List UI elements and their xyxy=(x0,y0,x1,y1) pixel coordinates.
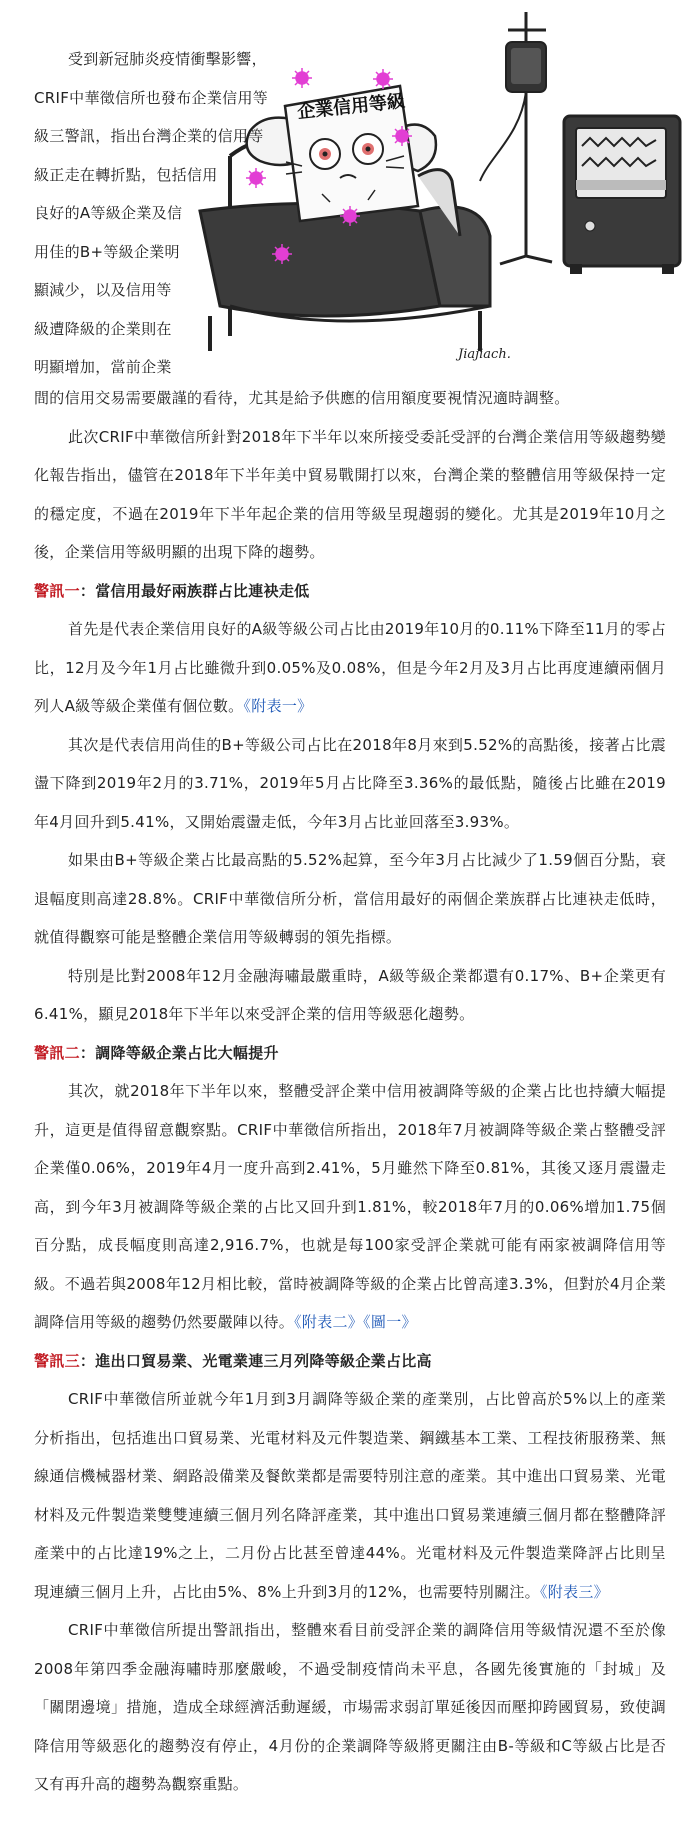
paragraph: CRIF中華徵信所提出警訊指出，整體來看目前受評企業的調降信用等級情況還不至於像2008年第四季金融海嘯時那麼嚴峻，不過受制疫情尚未平息，各國先後實施的「封城」及「關閉邊境」措施，造成全球經濟活動遲緩，市場需求弱訂單延後因而壓抑跨國貿易，致使調降信用等級惡化的趨勢沒有停止，4月份的企業調降等級將更關注由B-等級和C等級占比是否又有再升高的趨勢為觀察重點。 xyxy=(34,1621,666,1793)
paragraph: 其次，就2018年下半年以來，整體受評企業中信用被調降等級的企業占比也持續大幅提升，這更是值得留意觀察點。CRIF中華徵信所指出，2018年7月被調降等級企業占整體受評企業僅0.06%，2019年4月一度升高到2.41%，5月雖然下降至0.81%，其後又逐月震盪走高，到今年3月被調降等級企業的占比又回升到1.81%，較2018年7月的0.06%增加1.75個百分點，成長幅度則高達2,916.7%，也就是每100家受評企業就可能有兩家被調降信用等級。不過若與2008年12月相比較，當時被調降等級的企業占比曾高達3.3%，但對於4月企業調降信用等級的趨勢仍然要嚴陣以待。《附表二》《圖一》 xyxy=(34,1082,666,1331)
intro-line: 級正走在轉折點，包括信用 xyxy=(34,165,218,184)
appendix-table-2-figure-1-link[interactable]: 《附表二》《圖一》 xyxy=(294,1313,417,1331)
warning-title: 調降等級企業占比大幅提升 xyxy=(95,1043,279,1062)
appendix-table-3-link[interactable]: 《附表三》 xyxy=(539,1582,609,1601)
article-body xyxy=(34,379,666,1804)
warning-title: 當信用最好兩族群占比連袂走低 xyxy=(95,581,310,600)
intro-line: 級三警訊，指出台灣企業的信用等 xyxy=(34,127,264,145)
document-sign-text: 企業信用等級 xyxy=(296,90,406,123)
intro-line: 級遭降級的企業則在 xyxy=(34,319,172,338)
warning-heading-2: 警訊二：調降等級企業占比大幅提升 xyxy=(34,1043,279,1062)
credit-rating-document xyxy=(285,86,418,221)
warning-tag: 警訊二 xyxy=(34,1043,80,1062)
warning-heading-1: 警訊一：當信用最好兩族群占比連袂走低 xyxy=(34,581,310,600)
paragraph: CRIF中華徵信所並就今年1月到3月調降等級企業的產業別，占比曾高於5%以上的產業分析指出，包括進出口貿易業、光電材料及元件製造業、鋼鐵基本工業、工程技術服務業、無線通信機械器材業、網路設備業及餐飲業都是需要特別注意的產業。其中進出口貿易業、光電材料及元件製造業雙雙連續三個月列名降評產業，其中進出口貿易業連續三個月都在整體降評產業中的占比達19%之上，二月份占比甚至曾達44%。光電材料及元件製造業降評占比則呈現連續三個月上升，占比由5%、8%上升到3月的12%，也需要特別關注。《附表三》 xyxy=(34,1390,666,1601)
appendix-table-1-link[interactable]: 《附表一》 xyxy=(243,697,313,715)
warning-tag: 警訊一 xyxy=(34,581,80,600)
intro-tail: 間的信用交易需要嚴謹的看待，尤其是給予供應的信用額度要視情況適時調整。 xyxy=(34,389,570,407)
paragraph: 其次是代表信用尚佳的B+等級公司占比在2018年8月來到5.52%的高點後，接著占比震盪下降到2019年2月的3.71%，2019年5月占比降至3.36%的最低點，隨後占比雖在2019年4月回升到5.41%，又開始震盪走低，今年3月占比並回落至3.93%。 xyxy=(34,735,666,831)
warning-title: 進出口貿易業、光電業連三月列降等級企業占比高 xyxy=(95,1351,432,1370)
illustrator-signature: Jiajiach. xyxy=(458,347,511,362)
intro-line: 受到新冠肺炎疫情衝擊影響， xyxy=(68,50,267,68)
paragraph: 特別是比對2008年12月金融海嘯最嚴重時，A級等級企業都還有0.17%、B+企業更有6.41%，顯見2018年下半年以來受評企業的信用等級惡化趨勢。 xyxy=(34,966,666,1023)
intro-text xyxy=(34,40,294,387)
paragraph: 首先是代表企業信用良好的A級等級公司占比由2019年10月的0.11%下降至11月的零占比，12月及今年1月占比雖微升到0.05%及0.08%，但是今年2月及3月占比再度連續兩個月列人A級等級企業僅有個位數。《附表一》 xyxy=(34,620,666,715)
iv-bag xyxy=(480,42,546,181)
intro-line: CRIF中華徵信所也發布企業信用等 xyxy=(34,88,269,107)
medical-monitor xyxy=(564,116,680,274)
paragraph-overview: 此次CRIF中華徵信所針對2018年下半年以來所接受委託受評的台灣企業信用等級趨勢變化報告指出，儘管在2018年下半年美中貿易戰開打以來，台灣企業的整體信用等級保持一定的穩定度，不過在2019年下半年起企業的信用等級呈現趨弱的變化。尤其是2019年10月之後，企業信用等級明顯的出現下降的趨勢。 xyxy=(34,427,666,561)
warning-tag: 警訊三 xyxy=(34,1351,80,1370)
paragraph: 如果由B+等級企業占比最高點的5.52%起算，至今年3月占比減少了1.59個百分點，衰退幅度則高達28.8%。CRIF中華徵信所分析，當信用最好的兩個企業族群占比連袂走低時，就值得觀察可能是整體企業信用等級轉弱的領先指標。 xyxy=(34,851,666,946)
intro-line: 用佳的B+等級企業明 xyxy=(34,242,180,261)
intro-line: 明顯增加，當前企業 xyxy=(34,358,172,376)
warning-heading-3: 警訊三：進出口貿易業、光電業連三月列降等級企業占比高 xyxy=(34,1351,432,1370)
intro-line: 良好的A等級企業及信 xyxy=(34,204,183,222)
intro-line: 顯減少，以及信用等 xyxy=(34,281,172,299)
